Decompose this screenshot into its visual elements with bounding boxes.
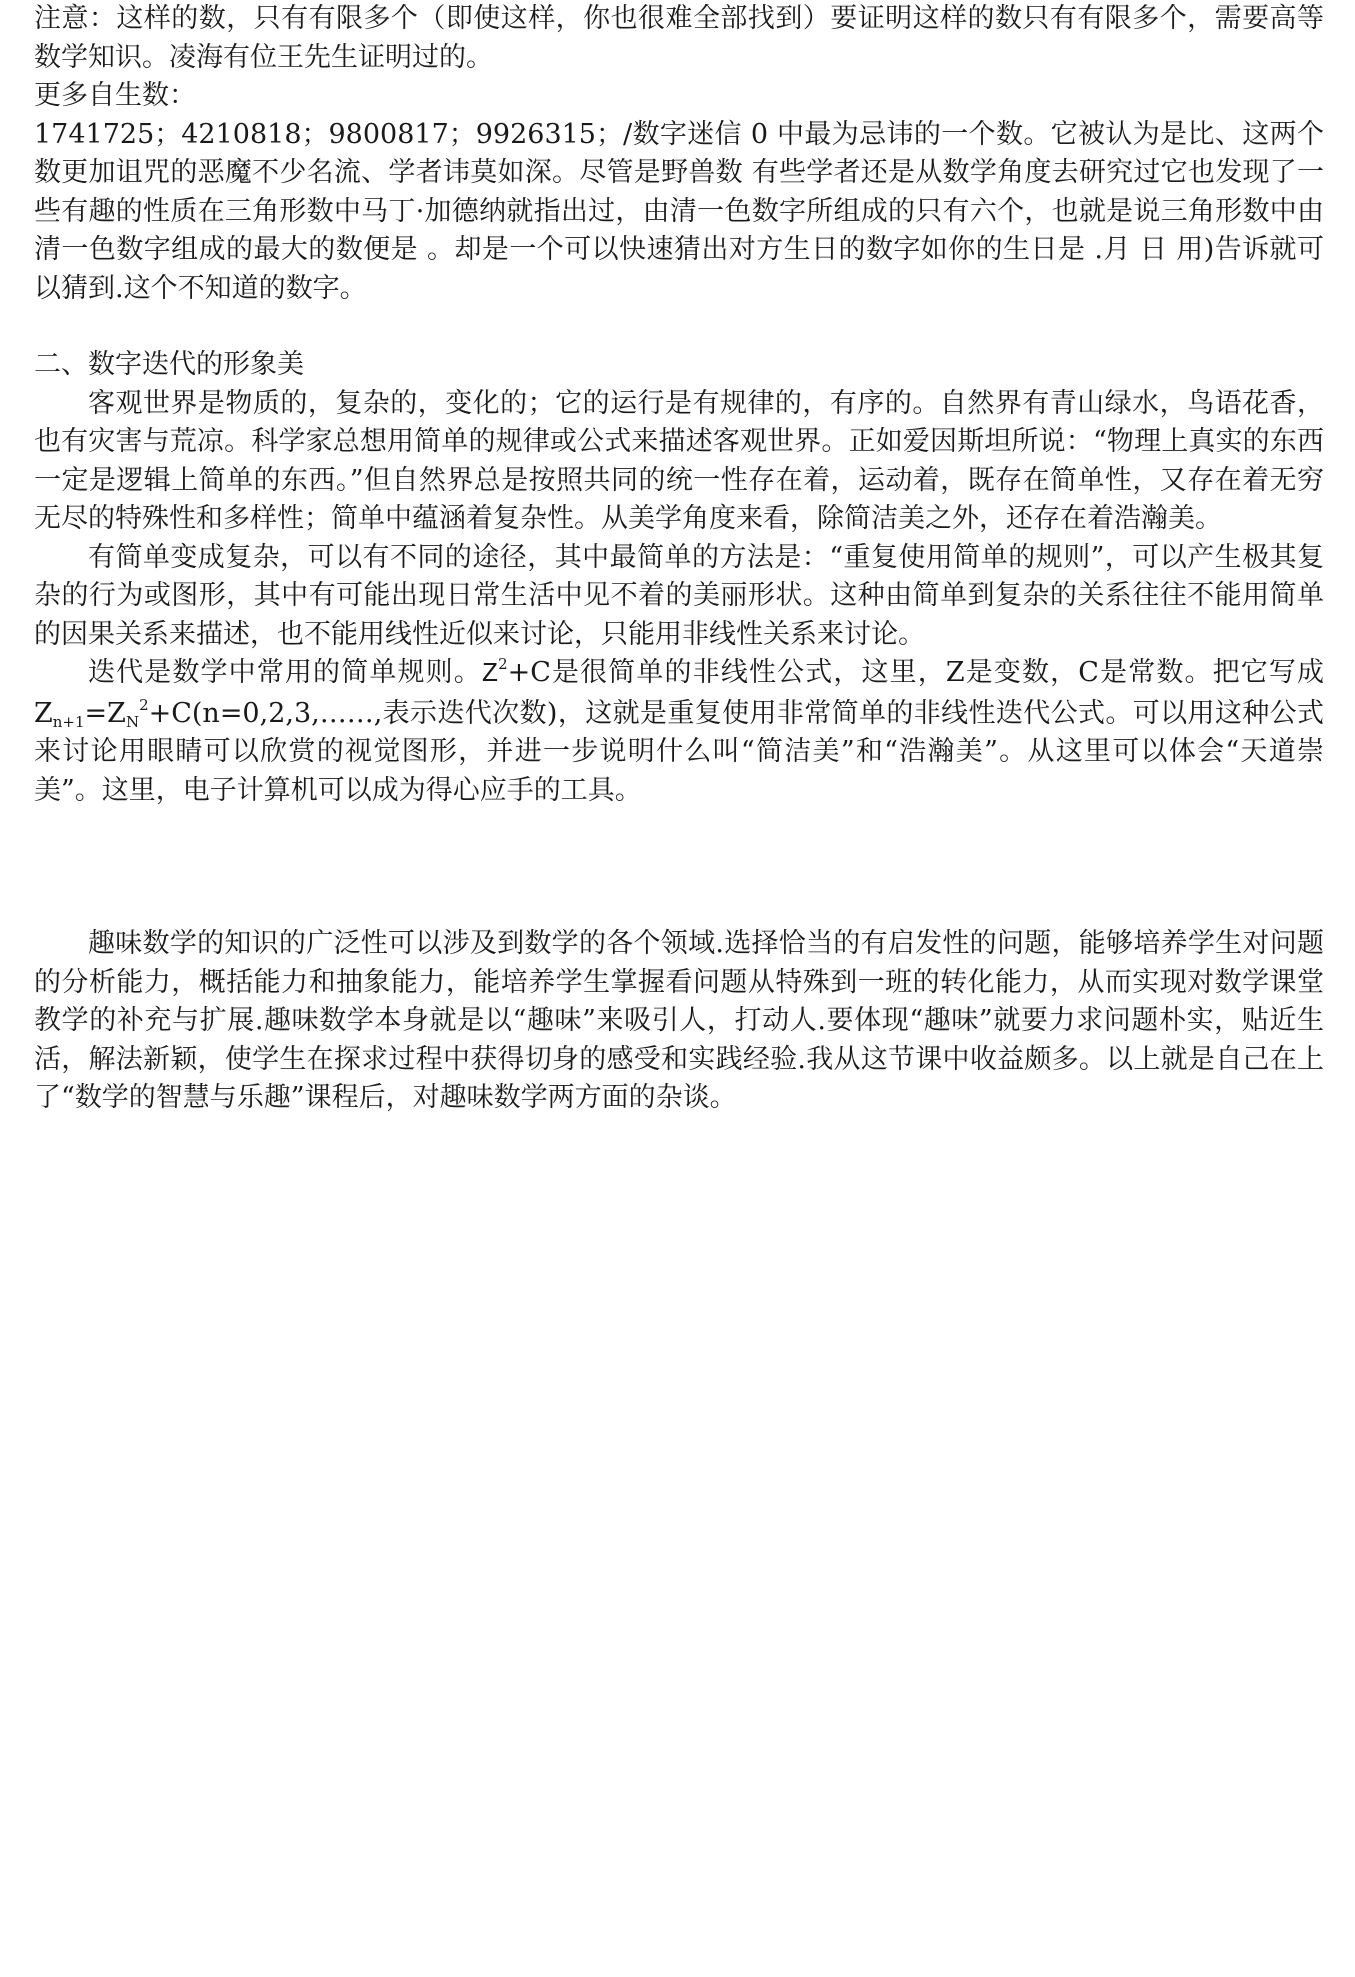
- objective-world-paragraph: 客观世界是物质的，复杂的，变化的；它的运行是有规律的，有序的。自然界有青山绿水，鸟语花香，也有灾害与荒凉。科学家总想用简单的规律或公式来描述客观世界。正如爱因斯坦所说：“物理上真实的东西一定是逻辑上简单的东西。”但自然界总是按照共同的统一性存在着，运动着，既存在简单性，又存在着无穷无尽的特殊性和多样性；简单中蕴涵着复杂性。从美学角度来看，除简洁美之外，还存在着浩瀚美。: [34, 387, 1324, 534]
- formula-mid-text: +C是很简单的非线性公式，这里，Z是变数，C是常数。把它写成Z: [34, 657, 1325, 729]
- section-heading-iteration: 二、数字迭代的形象美: [34, 349, 304, 380]
- formula-exponent: 2: [498, 655, 508, 673]
- formula-tail-text: +C(n=0,2,3,……,表示迭代次数)，这就是重复使用非常简单的非线性迭代公式。可以用这种公式来讨论用眼睛可以欣赏的视觉图形，并进一步说明什么叫“简洁美”和“浩瀚美”。从这里可以体会“天道崇美”。这里，电子计算机可以成为得心应手的工具。: [34, 697, 1324, 806]
- formula-equals-text: =Z: [84, 697, 126, 729]
- more-self-numbers-heading: 更多自生数：: [34, 80, 196, 111]
- formula-intro-text: 迭代是数学中常用的简单规则。: [88, 657, 482, 688]
- formula-subscript-n1: n+1: [52, 712, 85, 731]
- formula-subscript-n: N: [125, 712, 140, 731]
- iteration-formula-paragraph: [34, 654, 1324, 810]
- document-page: [34, 0, 1324, 1118]
- formula-variable-z: Z: [481, 660, 499, 690]
- note-paragraph: 注意：这样的数，只有有限多个（即使这样，你也很难全部找到）要证明这样的数只有有限多个，需要高等数学知识。凌海有位王先生证明过的。: [34, 3, 1324, 73]
- self-numbers-paragraph: 1741725；4210818；9800817；9926315；/数字迷信 0 中最为忌讳的一个数。它被认为是比、这两个数更加诅咒的恶魔不少名流、学者讳莫如深。尽管是野兽数 有些学者还是从数学角度去研究过它也发现了一些有趣的性质在三角形数中马丁·加德纳就指出过，由清一色数字所组成的只有六个，也就是说三角形数中由清一色数字组成的最大的数便是 。却是一个可以快速猜出对方生日的数字如你的生日是 .月 日 用)告诉就可以猜到.这个不知道的数字。: [34, 118, 1324, 304]
- section-spacer: [34, 308, 1324, 346]
- simple-to-complex-paragraph: 有简单变成复杂，可以有不同的途径，其中最简单的方法是：“重复使用简单的规则”，可以产生极其复杂的行为或图形，其中有可能出现日常生活中见不着的美丽形状。这种由简单到复杂的关系往往不能用简单的因果关系来描述，也不能用线性近似来讨论，只能用非线性关系来讨论。: [34, 541, 1324, 650]
- section-spacer: [34, 810, 1324, 925]
- formula-exponent-b: 2: [139, 695, 149, 714]
- fun-math-conclusion-paragraph: 趣味数学的知识的广泛性可以涉及到数学的各个领域.选择恰当的有启发性的问题，能够培养学生对问题的分析能力，概括能力和抽象能力，能培养学生掌握看问题从特殊到一班的转化能力，从而实现对数学课堂教学的补充与扩展.趣味数学本身就是以“趣味”来吸引人，打动人.要体现“趣味”就要力求问题朴实，贴近生活，解法新颖，使学生在探求过程中获得切身的感受和实践经验.我从这节课中收益颇多。以上就是自己在上了“数学的智慧与乐趣”课程后，对趣味数学两方面的杂谈。: [34, 928, 1324, 1113]
